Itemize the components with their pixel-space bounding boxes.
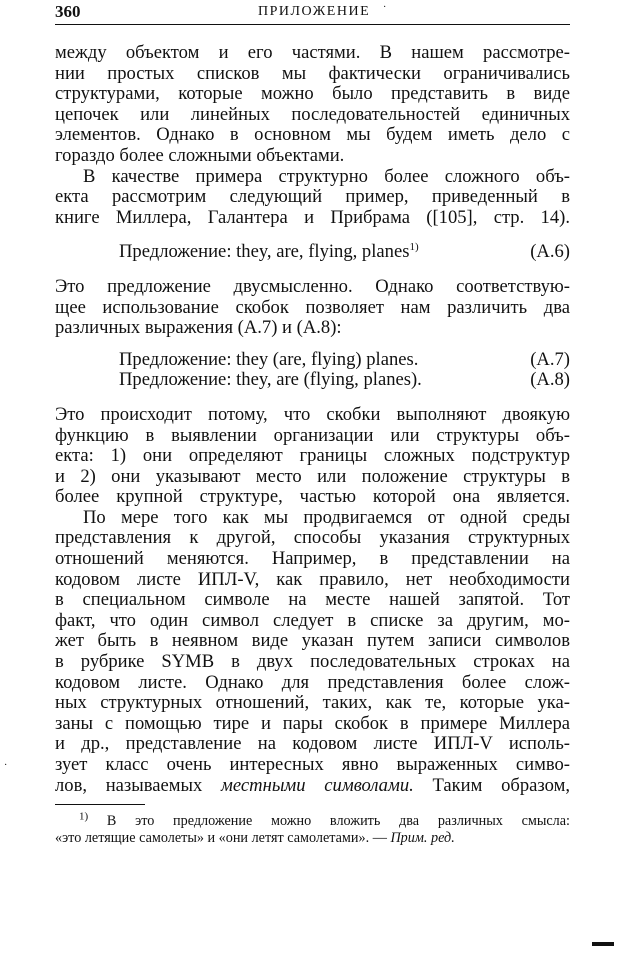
text-line: екта: 1) они определяют границы сложных подструктур [55,445,570,467]
text-line: гораздо более сложными объектами. [55,144,345,166]
body-text [55,43,570,796]
print-mark [592,942,614,946]
footnote-rule [55,804,145,805]
text-line: книге Миллера, Галантера и Прибрама ([105], стр. 14). [55,206,570,228]
footnote [55,810,570,847]
formula-a7 [55,350,570,371]
page-header [55,0,570,26]
text-line: в рубрике SYMB в двух последовательных строках на [55,651,570,673]
text-line: и др., представление на кодовом листе ИПЛ-V исполь- [55,733,570,755]
text-line: лов, называемых местными символами. Таким образом, [55,774,570,796]
formula-text: Предложение: they, are, flying, planes$^{1)}$ [119,241,419,263]
emphasis-text: местными символами. [221,774,414,796]
text-line: различных выражения (A.7) и (A.8): [55,317,342,339]
text-line: жет быть в неявном виде указан путем записи символов [55,630,570,652]
formula-text: Предложение: they, are (flying, planes). [119,369,422,391]
paragraph [55,277,570,339]
footnote-mark: 1) [79,810,89,823]
formula-number: (A.6) [530,241,570,263]
text-line: структурами, которые можно было представить в виде [55,83,570,105]
stray-mark: · [383,2,387,13]
paragraph [55,508,570,796]
text-line: факт, что один символ следует в списке за другим, мо- [55,609,570,631]
text-line: отношений меняются. Например, в представлении на [55,548,570,570]
text-line: элементов. Однако в основном мы будем иметь дело с [55,124,570,146]
text-line: В качестве примера структурно более сложного объ- [83,165,570,187]
footnote-line: $^{1)}$ В это предложение можно вложить два различных смысла: [79,810,570,829]
text-line: цепочек или линейных последовательностей единичных [55,103,570,125]
text-line: функцию в выявлении организации или структуры объ- [55,424,570,446]
text-line: нии простых списков мы фактически ограничивались [55,62,570,84]
text-line: в специальном символе на месте нашей запятой. Тот [55,589,570,611]
stray-mark: · [4,760,8,771]
text-line: и 2) они указывают место или положение структуры в [55,465,570,487]
formula-text: Предложение: they (are, flying) planes. [119,348,419,370]
text-line: заны с помощью тире и пары скобок в примере Миллера [55,712,570,734]
text-line: более крупной структуре, частью которой она является. [55,486,570,508]
paragraph [55,405,570,508]
text-line: Это предложение двусмысленно. Однако соответствую- [55,275,570,297]
text-line: кодовом листе. Однако для представления более слож- [55,671,570,693]
text-line: кодовом листе ИПЛ-V, как правило, нет необходимости [55,568,570,590]
text-line: представления к другой, способы указания структурных [55,527,570,549]
header-rule [55,24,570,25]
paragraph [55,167,570,229]
footnote-reference: 1) [409,241,419,254]
formula-a8 [55,370,570,391]
text-line: между объектом и его частями. В нашем рассмотре- [55,42,570,63]
editor-note: Прим. ред. [390,830,455,846]
paragraph [55,43,570,167]
text-line: зует класс очень интересных явно выраженных симво- [55,754,570,775]
running-head: ПРИЛОЖЕНИЕ [258,4,371,19]
footnote-line: «это летящие самолеты» и «они летят самолетами». — Прим. ред. [55,830,455,846]
formula-number: (A.8) [530,369,570,391]
text-line: ных структурных отношений, таких, как те, которые ука- [55,692,570,714]
text-line: Это происходит потому, что скобки выполняют двоякую [55,403,570,425]
text-line: По мере того как мы продвигаемся от одной среды [83,506,570,528]
formula-a6 [55,242,570,263]
text-line: щее использование скобок позволяет нам различить два [55,296,570,318]
page-number: 360 [55,2,81,21]
formula-number: (A.7) [530,348,570,370]
text-line: екта рассмотрим следующий пример, приведенный в [55,186,570,208]
